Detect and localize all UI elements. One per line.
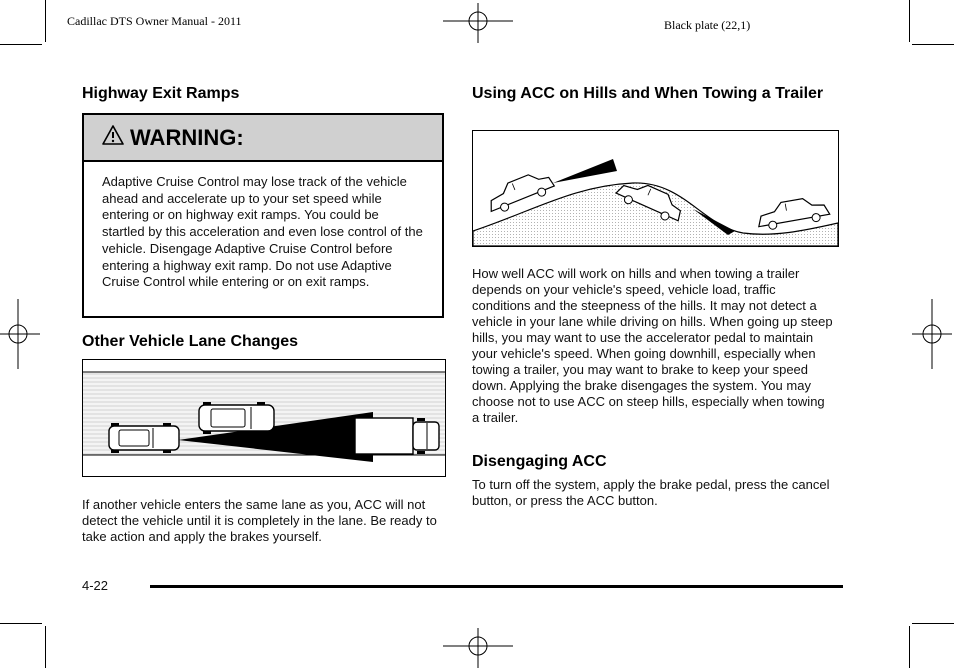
warning-text: Adaptive Cruise Control may lose track of the vehicle ahead and accelerate up to your set speed while entering or on highway exit ramps. You could be startled by this acceleration and even lose control of the vehicle. Disengage Adaptive Cruise Control before entering a highway exit ramp. Do not use Adaptive Cruise Control while entering or on exit ramps. — [102, 174, 423, 290]
section-title-disengaging-acc: Disengaging ACC — [472, 453, 607, 470]
crop-mark — [0, 44, 42, 45]
registration-mark-icon — [0, 299, 40, 369]
disengage-paragraph: To turn off the system, apply the brake pedal, press the cancel button, or press the ACC button. — [472, 477, 830, 508]
crop-mark — [909, 626, 910, 668]
crop-mark — [45, 0, 46, 42]
manual-title: Cadillac DTS Owner Manual - 2011 — [67, 14, 242, 28]
warning-box — [82, 113, 444, 318]
lane-change-paragraph: If another vehicle enters the same lane as you, ACC will not detect the vehicle until it is completely in the lane. Be ready to take action and apply the brakes yourself. — [82, 497, 437, 544]
plate-label: Black plate (22,1) — [664, 18, 751, 32]
page-number: 4-22 — [82, 578, 109, 593]
crop-mark — [912, 623, 954, 624]
warning-title: WARNING: — [130, 124, 244, 150]
crop-mark — [909, 0, 910, 42]
hills-paragraph: How well ACC will work on hills and when towing a trailer depends on your vehicle's speed, vehicle load, traffic conditions and the steepness of the hills. It may not detect a vehicle in your lane while driving on hills. When going up steep hills, you may want to use the accelerator pedal to maintain your vehicle's speed. When going downhill, especially when towing a trailer, you may want to brake to keep your speed down. Applying the brake disengages the system. You may choose not to use ACC on steep hills, especially when towing a trailer. — [472, 266, 833, 425]
section-title-highway-exit-ramps: Highway Exit Ramps — [82, 85, 240, 102]
warning-triangle-icon — [102, 125, 124, 150]
lane-change-illustration — [82, 359, 446, 477]
registration-mark-icon — [443, 628, 513, 668]
warning-header — [84, 115, 442, 162]
section-title-hills-towing: Using ACC on Hills and When Towing a Trailer — [472, 85, 824, 102]
lane-change-image — [83, 360, 445, 476]
footer-rule — [150, 585, 843, 588]
crop-mark — [45, 626, 46, 668]
hills-image — [473, 131, 838, 246]
registration-mark-icon — [443, 3, 513, 43]
registration-mark-icon — [912, 299, 952, 369]
crop-mark — [912, 44, 954, 45]
section-title-lane-changes: Other Vehicle Lane Changes — [82, 333, 299, 350]
hills-illustration — [472, 130, 839, 247]
crop-mark — [0, 623, 42, 624]
